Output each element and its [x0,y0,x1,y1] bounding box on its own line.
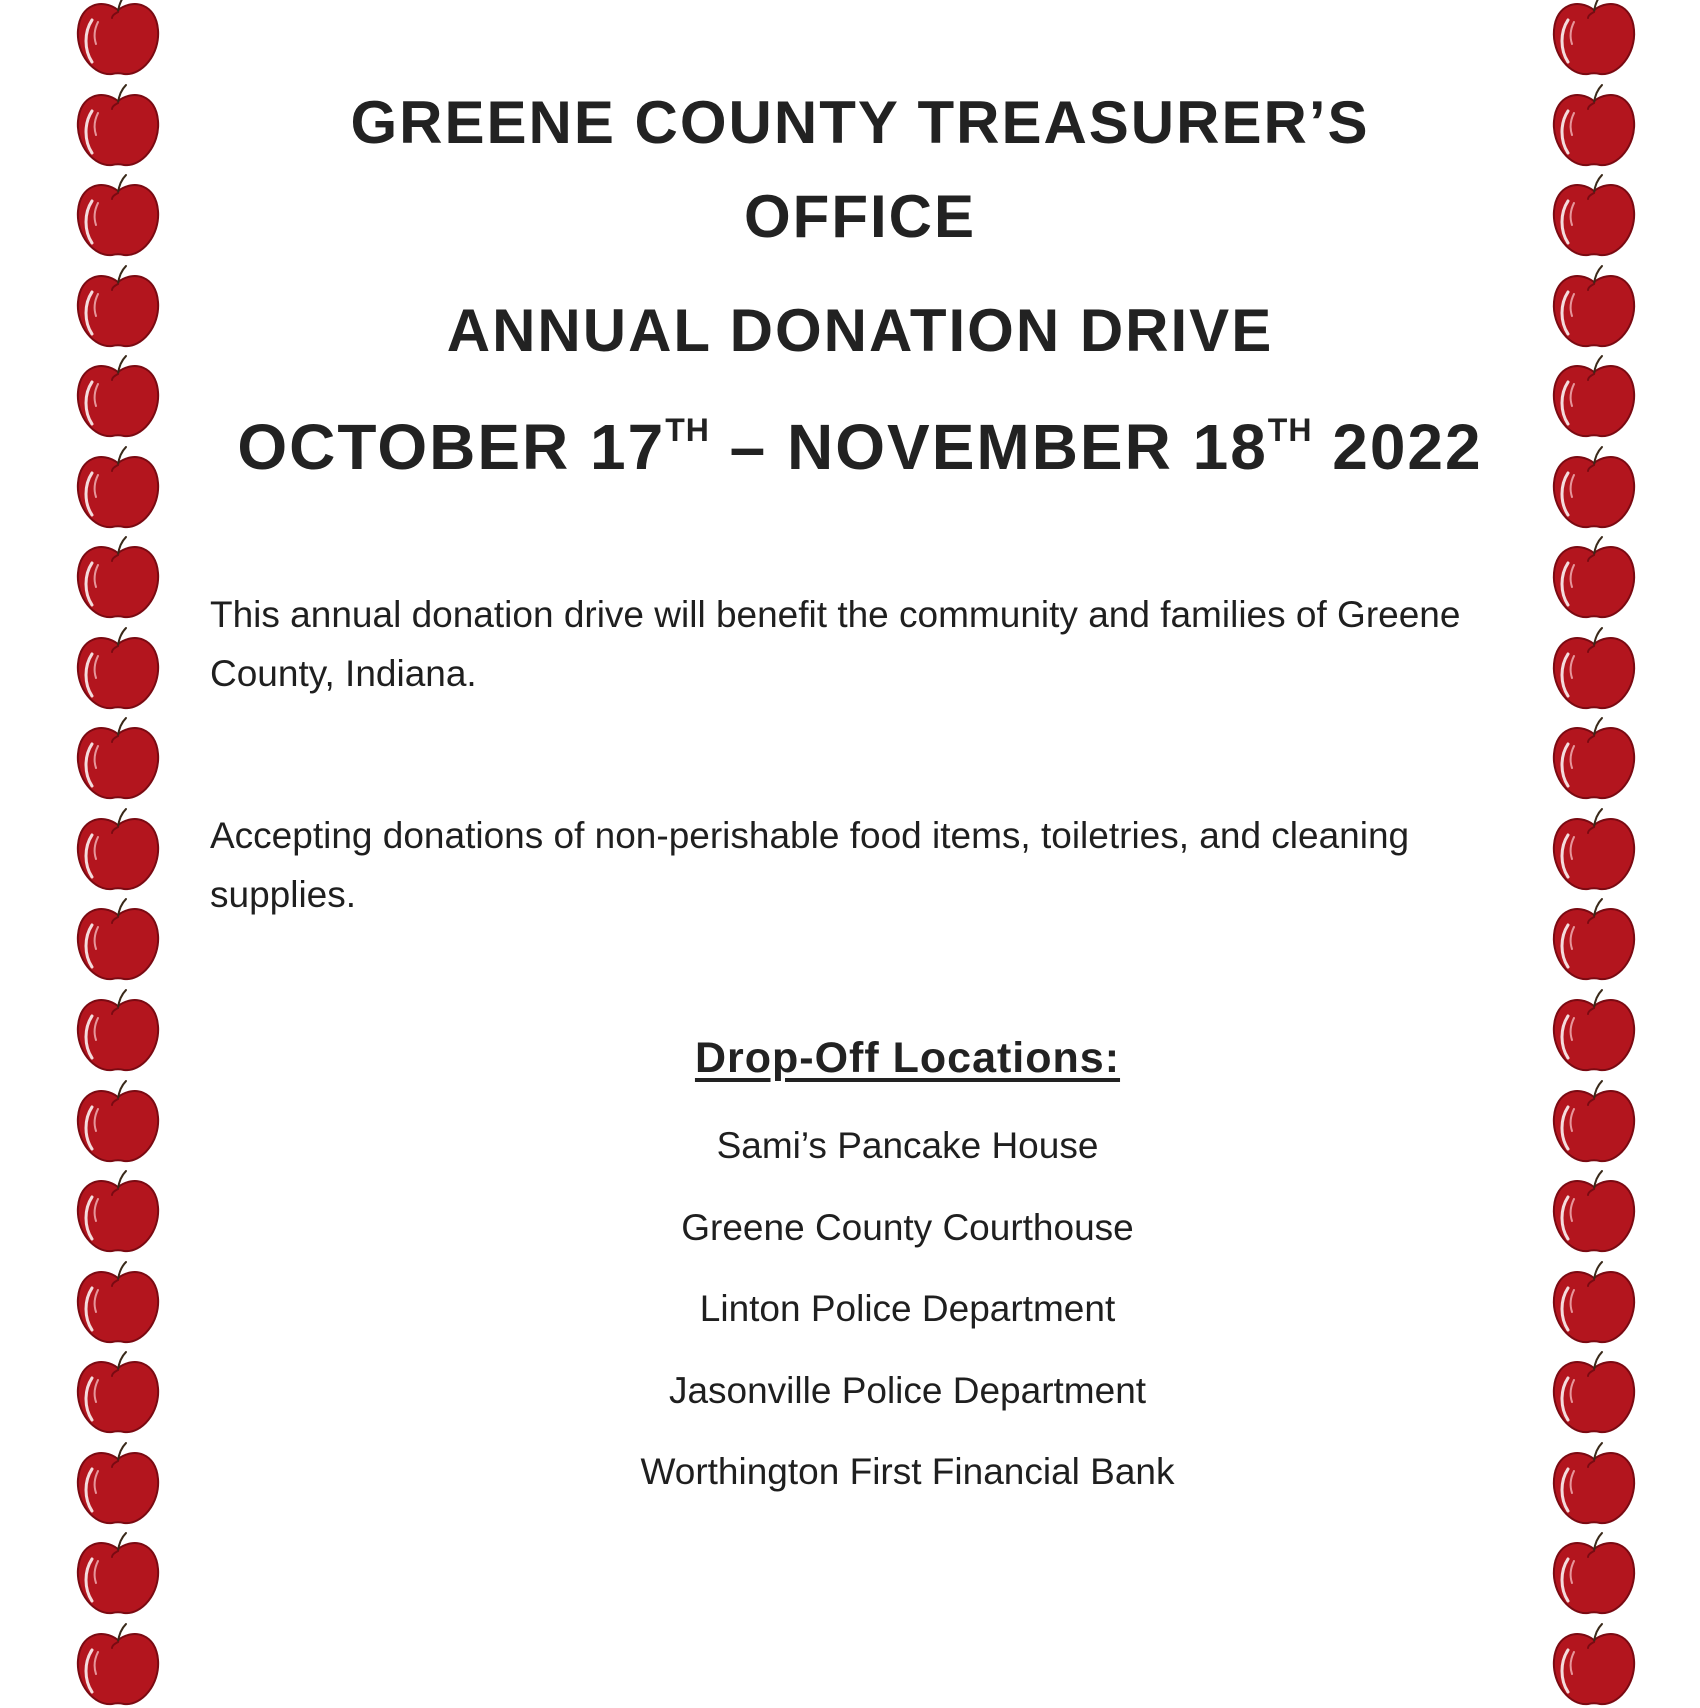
apple-icon [1548,83,1640,169]
start-date: OCTOBER 17 [237,411,666,483]
apple-icon [72,173,164,259]
apple-icon [1548,264,1640,350]
locations-list [180,1116,1635,1524]
locations-heading: Drop-Off Locations: [694,1034,1121,1082]
left-apple-border [72,0,172,1708]
end-date: NOVEMBER 18 [787,411,1268,483]
apple-icon [1548,807,1640,893]
apple-icon [1548,0,1640,78]
apple-icon [72,716,164,802]
apple-icon [72,445,164,531]
apple-icon [1548,354,1640,440]
apple-icon [72,1622,164,1708]
location-item: Jasonville Police Department [668,1369,1147,1411]
title-line-1: GREENE COUNTY TREASURER’S [350,89,1370,156]
benefit-paragraph: This annual donation drive will benefit the community and families of Greene County, Indiana. [210,594,1461,694]
event-year: 2022 [1312,411,1483,483]
date-separator: – [709,411,788,483]
apple-icon [1548,897,1640,983]
apple-icon [72,535,164,621]
apple-icon [72,988,164,1074]
apple-icon [1548,535,1640,621]
location-item: Greene County Courthouse [681,1206,1134,1248]
apple-icon [72,1169,164,1255]
apple-icon [1548,1531,1640,1617]
apple-icon [72,1441,164,1527]
apple-icon [1548,445,1640,531]
apple-icon [1548,626,1640,712]
event-dates [180,410,1540,484]
apple-icon [72,264,164,350]
apple-icon [72,1260,164,1346]
apple-icon [72,897,164,983]
apple-icon [72,1079,164,1165]
apple-icon [72,83,164,169]
location-item: Linton Police Department [699,1288,1116,1329]
title-line-2: OFFICE [744,183,976,250]
location-item: Sami’s Pancake House [716,1125,1099,1166]
apple-icon [72,354,164,440]
apple-icon [1548,716,1640,802]
apple-icon [72,807,164,893]
end-date-suffix: TH [1267,412,1313,448]
donations-paragraph: Accepting donations of non-perishable food items, toiletries, and cleaning supplies. [210,815,1410,915]
event-title: ANNUAL DONATION DRIVE [446,297,1274,364]
apple-icon [72,1531,164,1617]
apple-icon [72,1350,164,1436]
apple-icon [1548,1622,1640,1708]
start-date-suffix: TH [665,412,710,448]
location-item: Worthington First Financial Bank [640,1451,1175,1492]
apple-icon [1548,173,1640,259]
apple-icon [72,0,164,78]
apple-icon [72,626,164,712]
